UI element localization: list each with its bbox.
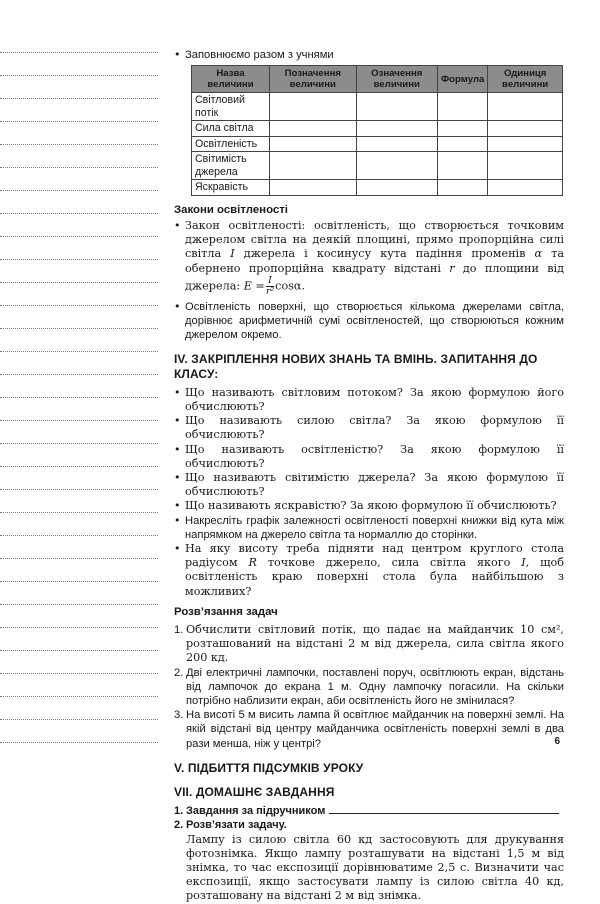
list-item [174, 414, 564, 442]
table-cell-name: Освітленість [192, 136, 270, 152]
homework-label: Розв’язати задачу. [186, 819, 287, 832]
problem-text: На висоті 5 м висить лампа й освітлює майданчик на поверхні землі. На якій відстані від центру майданчика освітленість поверхні землі в два рази менша, ніж у центрі? [186, 709, 564, 750]
margin-note-line [0, 535, 158, 536]
margin-note-line [0, 742, 158, 743]
symbol-r: r [449, 261, 455, 275]
bullet-icon: • [174, 48, 181, 61]
table-cell-empty[interactable] [270, 93, 357, 121]
item-number: 1. [174, 805, 184, 818]
question-part: щоб освітленість краю поверхні стола була найбільшою з можливих? [185, 556, 565, 598]
intro-bullet [174, 48, 564, 62]
formula-fraction [266, 276, 274, 297]
question-text: Що називають силою світла? За якою формулою її обчислюють? [185, 414, 564, 442]
list-item [174, 666, 564, 709]
table-cell-name: Світловий потік [192, 93, 270, 121]
symbol-I: I [230, 247, 235, 261]
list-item [174, 623, 564, 666]
table-cell-empty[interactable] [437, 121, 487, 137]
table-cell-empty[interactable] [488, 93, 563, 121]
table-cell-empty[interactable] [270, 152, 357, 180]
question-part: На яку висоту треба підняти над центром круглого стола радіусом [185, 541, 564, 570]
item-number: 1. [174, 623, 184, 636]
table-cell-empty[interactable] [437, 180, 487, 196]
margin-note-line [0, 121, 158, 122]
table-header: Формула [437, 66, 487, 93]
item-number: 2. [174, 819, 184, 832]
table-header: Одиниця величини [488, 66, 563, 93]
table-cell-empty[interactable] [488, 121, 563, 137]
margin-note-line [0, 98, 158, 99]
law-1-part: до площини від джерела: [185, 261, 565, 293]
law-2-bullet [174, 300, 564, 343]
margin-note-line [0, 650, 158, 651]
list-item [174, 542, 564, 599]
margin-note-line [0, 581, 158, 582]
margin-note-line [0, 167, 158, 168]
margin-note-line [0, 420, 158, 421]
margin-note-line [0, 512, 158, 513]
laws-heading: Закони освітленості [174, 203, 288, 216]
table-row [192, 152, 563, 180]
margin-note-line [0, 397, 158, 398]
section-4-heading: IV. ЗАКРІПЛЕННЯ НОВИХ ЗНАНЬ ТА ВМІНЬ. ЗАПИТАННЯ ДО КЛАСУ: [174, 352, 538, 381]
margin-note-line [0, 75, 158, 76]
table-cell-empty[interactable] [356, 152, 437, 180]
homework-task-text: Лампу із силою світла 60 кд застосовують для друкування фотознімка. Якщо лампу розташувати на відстані 1,5 м від знімка, то час експозиції дорівнюватиме 2,5 с. Визначити час експозиції, якщо застосувати лампу із силою світла 40 кд, розташовану на відстані 2 м від знімка. [186, 832, 564, 903]
quantities-table [191, 65, 563, 196]
law-1-part: джерела і косинусу кута падіння променів [243, 247, 526, 261]
list-item [174, 386, 564, 414]
list-item [174, 471, 564, 499]
margin-note-line [0, 351, 158, 352]
question-text: Що називають освітленістю? За якою формулою її обчислюють? [185, 442, 564, 470]
bullet-icon: • [174, 499, 181, 513]
table-row [192, 93, 563, 121]
question-text [185, 542, 564, 599]
table-row [192, 136, 563, 152]
margin-note-line [0, 52, 158, 53]
formula-denominator: r² [265, 285, 275, 297]
margin-note-line [0, 305, 158, 306]
symbol-I: I, [521, 556, 530, 570]
law-1-part: та обернено пропорційна квадрату відстані [185, 247, 565, 275]
item-number: 2. [174, 666, 184, 679]
margin-note-line [0, 627, 158, 628]
bullet-icon: • [174, 541, 181, 555]
symbol-alpha: α [534, 247, 543, 261]
table-cell-name: Сила світла [192, 121, 270, 137]
problems-heading: Розв’язання задач [174, 605, 278, 618]
list-item [174, 499, 564, 513]
table-cell-empty[interactable] [488, 152, 563, 180]
list-item [174, 443, 564, 471]
problem-list [174, 623, 564, 751]
margin-note-line [0, 374, 158, 375]
bullet-icon: • [174, 385, 181, 399]
homework-list [174, 804, 564, 903]
question-list [174, 386, 564, 599]
margin-note-line [0, 259, 158, 260]
formula-numerator: I [266, 276, 274, 287]
margin-note-line [0, 558, 158, 559]
bullet-icon: • [174, 299, 181, 313]
question-text: Накресліть графік залежності освітленості поверхні книжки від кута між напрямком на джерело світла та нормаллю до сторінки. [185, 514, 564, 541]
problem-text: Обчислити світловий потік, що падає на майданчик 10 см², розташований на відстані 2 м від джерела, сила світла якого 200 кд. [186, 622, 564, 665]
table-row [192, 180, 563, 196]
question-text: Що називають світловим потоком? За якою формулою його обчислюють? [185, 385, 564, 413]
margin-note-line [0, 443, 158, 444]
homework-item-1 [174, 804, 564, 818]
table-cell-empty[interactable] [356, 93, 437, 121]
margin-note-line [0, 719, 158, 720]
table-header: Назва величини [192, 66, 270, 93]
table-cell-empty[interactable] [270, 180, 357, 196]
table-header-row [192, 66, 563, 93]
bullet-icon: • [174, 513, 181, 527]
table-cell-empty[interactable] [356, 180, 437, 196]
bullet-icon: • [174, 218, 181, 232]
table-cell-empty[interactable] [356, 136, 437, 152]
question-text: Що називають світимістю джерела? За якою формулою її обчислюють? [185, 470, 564, 499]
list-item [174, 708, 564, 751]
margin-note-line [0, 328, 158, 329]
formula-cos: cosα. [275, 279, 306, 293]
margin-note-line [0, 466, 158, 467]
law-1-part: Закон освітленості: освітленість, що створюється точковим джерелом світла на деякій площині, прямо пропорційна силі світла [185, 218, 564, 261]
page-number: 6 [554, 736, 560, 747]
table-row [192, 121, 563, 137]
question-part: точкове джерело, сила світла якого [267, 556, 511, 570]
homework-item-2 [174, 818, 564, 832]
problem-text: Дві електричні лампочки, поставлені поруч, освітлюють екран, відстань від лампочок до екрана 1 м. Одну лампочку погасили. На скільки потрібно наблизити екран, аби освітленість його не змінилася? [186, 666, 564, 707]
table-cell-empty[interactable] [270, 121, 357, 137]
table-cell-empty[interactable] [437, 93, 487, 121]
law-1-text [185, 219, 564, 297]
item-number: 3. [174, 709, 184, 722]
table-cell-empty[interactable] [270, 136, 357, 152]
homework-label: Завдання за підручником [186, 805, 326, 818]
question-text: Що називають яскравістю? За якою формулою її обчислюють? [185, 499, 557, 513]
margin-note-line [0, 190, 158, 191]
bullet-icon: • [174, 470, 181, 484]
margin-note-line [0, 282, 158, 283]
list-item [174, 514, 564, 542]
margin-note-line [0, 604, 158, 605]
intro-text: Заповнюємо разом з учнями [185, 49, 334, 61]
table-header: Позначення величини [270, 66, 357, 93]
section-5-heading: V. ПІДБИТТЯ ПІДСУМКІВ УРОКУ [174, 760, 364, 775]
margin-note-line [0, 489, 158, 490]
margin-note-line [0, 213, 158, 214]
table-cell-empty[interactable] [356, 121, 437, 137]
law-1-bullet [174, 219, 564, 297]
bullet-icon: • [174, 414, 181, 428]
bullet-icon: • [174, 442, 181, 456]
symbol-R: R [248, 556, 257, 570]
table-cell-empty[interactable] [437, 136, 487, 152]
table-cell-name: Яскравість [192, 180, 270, 196]
section-7-heading: VII. ДОМАШНЄ ЗАВДАННЯ [174, 785, 335, 800]
table-cell-name: Світимість джерела [192, 152, 270, 180]
table-cell-empty[interactable] [437, 152, 487, 180]
table-cell-empty[interactable] [488, 136, 563, 152]
margin-note-line [0, 236, 158, 237]
margin-note-line [0, 673, 158, 674]
formula-lhs: E = [243, 279, 265, 293]
margin-note-line [0, 144, 158, 145]
answer-blank-line[interactable] [329, 804, 559, 814]
table-header: Означення величини [356, 66, 437, 93]
page-content [174, 48, 564, 904]
margin-note-line [0, 696, 158, 697]
table-cell-empty[interactable] [488, 180, 563, 196]
margin-note-lines [0, 0, 160, 771]
law-2-text: Освітленість поверхні, що створюється кількома джерелами світла, дорівнює арифметичній сумі освітленостей, що створюються кожним джерелом окремо. [185, 300, 564, 342]
